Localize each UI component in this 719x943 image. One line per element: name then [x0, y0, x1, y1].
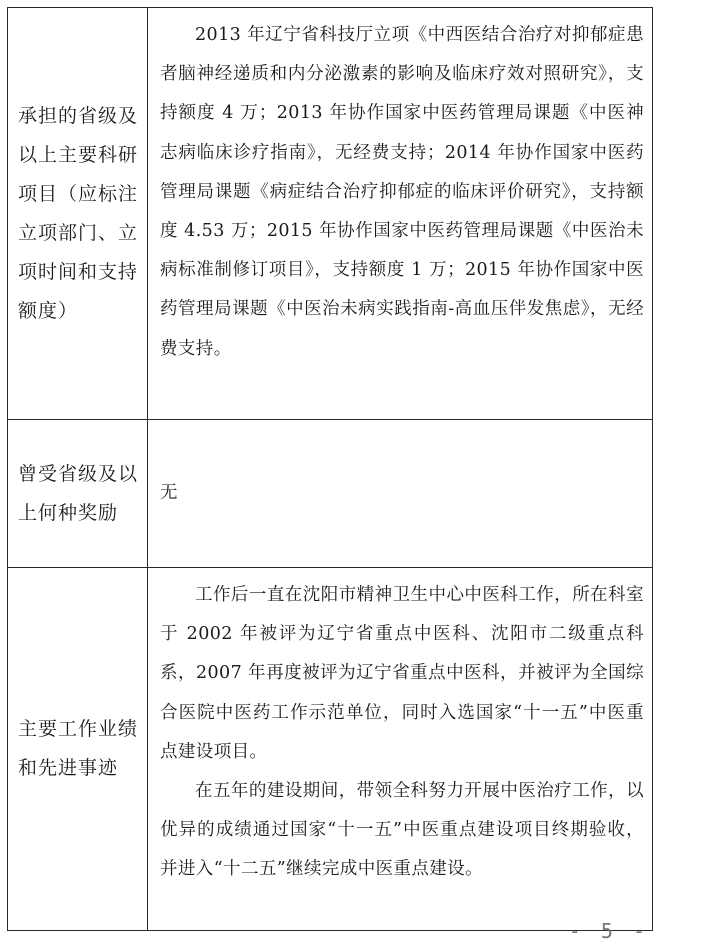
awards-label: 曾受省级及以上何种奖励 — [18, 462, 139, 524]
table-row-research-projects — [8, 8, 653, 420]
achievements-label: 主要工作业绩和先进事迹 — [18, 718, 139, 779]
awards-label-cell — [8, 420, 148, 568]
application-form-table — [7, 7, 653, 931]
table-row-awards — [8, 420, 653, 568]
awards-content-cell — [148, 420, 653, 568]
table-row-achievements — [8, 568, 653, 931]
research-projects-content-cell — [148, 8, 653, 420]
research-projects-label-cell — [8, 8, 148, 420]
research-projects-text: 2013 年辽宁省科技厅立项《中西医结合治疗对抑郁症患者脑神经递质和内分泌激素的影响及临床疗效对照研究》，支持额度 4 万；2013 年协作国家中医药管理局课题《中医神志病临床诊疗指南》，无经费支持；2014 年协作国家中医药管理局课题《病症结合治疗抑郁症的临床评价研究》，支持额度 4.53 万；2015 年协作国家中医药管理局课题《中医治未病标准制修订项目》，支持额度 1 万；2015 年协作国家中医药管理局课题《中医治未病实践指南-高血压伴发焦虑》，无经费支持。 — [160, 25, 644, 359]
achievements-label-cell — [8, 568, 148, 931]
awards-text: 无 — [160, 482, 178, 503]
achievements-paragraph-2: 在五年的建设期间，带领全科努力开展中医治疗工作，以优异的成绩通过国家“十一五”中医重点建设项目终期验收，并进入“十二五”继续完成中医重点建设。 — [160, 781, 644, 880]
achievements-content-cell — [148, 568, 653, 931]
page-number: - 5 - — [568, 919, 649, 943]
achievements-paragraph-1: 工作后一直在沈阳市精神卫生中心中医科工作，所在科室于 2002 年被评为辽宁省重点中医科、沈阳市二级重点科系，2007 年再度被评为辽宁省重点中医科，并被评为全国综合医院中医药工作示范单位，同时入选国家“十一五”中医重点建设项目。 — [160, 585, 644, 762]
research-projects-label: 承担的省级及以上主要科研项目（应标注立项部门、立项时间和支持额度） — [18, 104, 139, 322]
